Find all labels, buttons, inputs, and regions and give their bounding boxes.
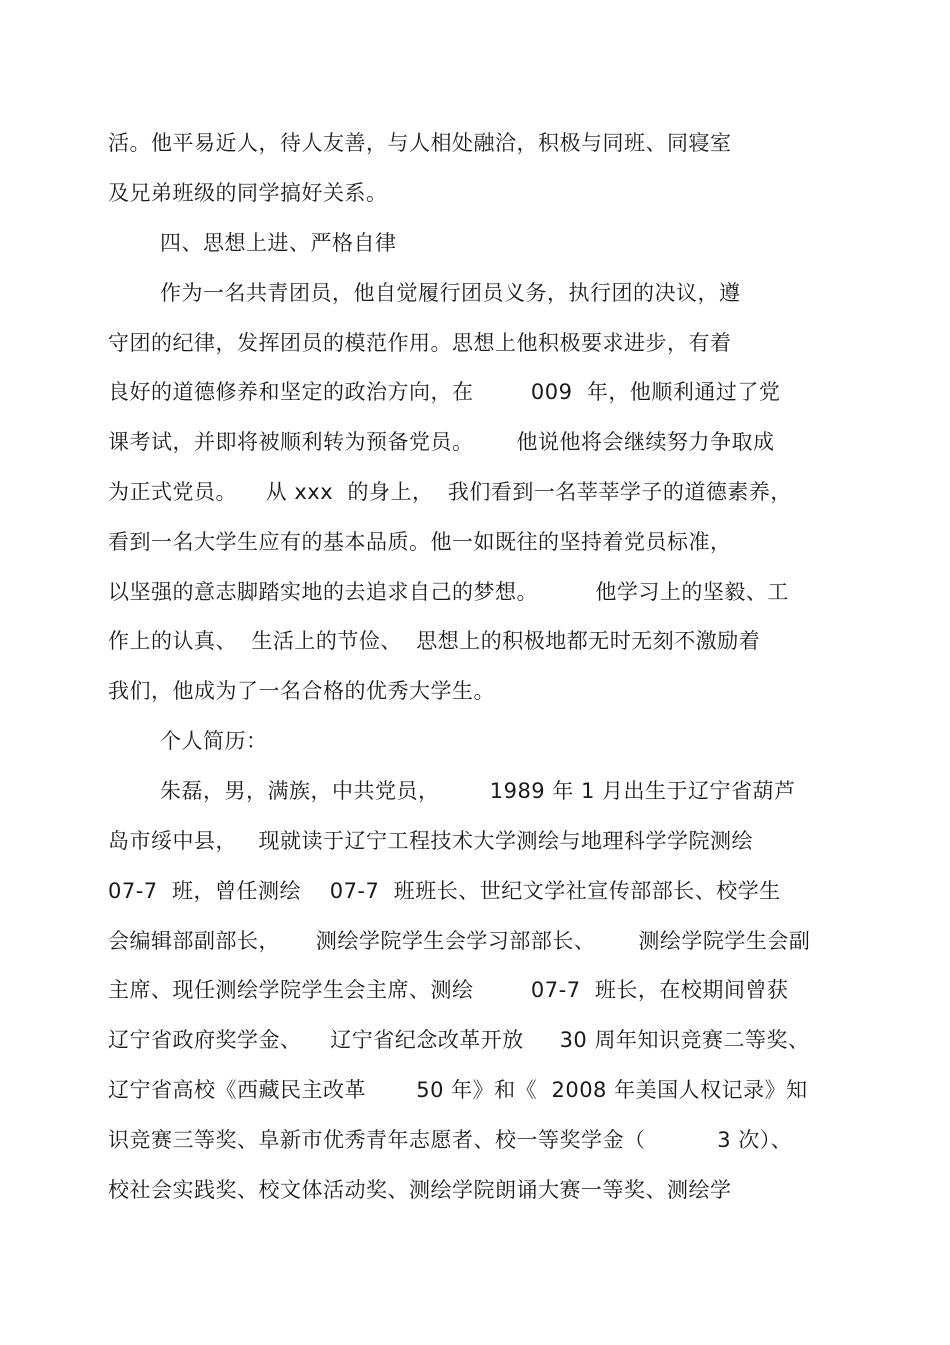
text-line: 07-7 班，曾任测绘 07-7 班班长、世纪文学社宣传部部长、校学生	[108, 879, 781, 903]
text-line: 作上的认真、 生活上的节俭、 思想上的积极地都无时无刻不激励着	[108, 629, 761, 653]
text-line: 良好的道德修养和坚定的政治方向，在 009 年，他顺利通过了党	[108, 380, 781, 404]
text-line: 课考试，并即将被顺利转为预备党员。 他说他将会继续努力争取成	[108, 430, 775, 454]
section-heading: 个人简历：	[160, 729, 268, 753]
text-line: 会编辑部副部长， 测绘学院学生会学习部部长、 测绘学院学生会副	[108, 929, 811, 953]
text-line: 主席、现任测绘学院学生会主席、测绘 07-7 班长，在校期间曾获	[108, 978, 789, 1002]
text-line: 校社会实践奖、校文体活动奖、测绘学院朗诵大赛一等奖、测绘学	[108, 1178, 732, 1202]
text-line: 辽宁省高校《西藏民主改革 50 年》和《 2008 年美国人权记录》知	[108, 1078, 808, 1102]
text-line: 守团的纪律，发挥团员的模范作用。思想上他积极要求进步，有着	[108, 331, 732, 355]
text-line: 识竞赛三等奖、阜新市优秀青年志愿者、校一等奖学金（ 3 次）、	[108, 1128, 793, 1152]
text-line: 及兄弟班级的同学搞好关系。	[108, 181, 388, 205]
section-heading: 四、思想上进、严格自律	[160, 231, 397, 255]
text-line: 看到一名大学生应有的基本品质。他一如既往的坚持着党员标准，	[108, 530, 732, 554]
text-line: 作为一名共青团员，他自觉履行团员义务，执行团的决议，遵	[160, 281, 741, 305]
text-line: 为正式党员。 从 xxx 的身上， 我们看到一名莘莘学子的道德素养，	[108, 480, 792, 504]
text-line: 朱磊，男，满族，中共党员， 1989 年 1 月出生于辽宁省葫芦	[160, 779, 796, 803]
text-line: 我们，他成为了一名合格的优秀大学生。	[108, 679, 495, 703]
text-line: 活。他平易近人，待人友善，与人相处融洽，积极与同班、同寝室	[108, 131, 732, 155]
text-line: 岛市绥中县， 现就读于辽宁工程技术大学测绘与地理科学学院测绘	[108, 829, 754, 853]
text-line: 辽宁省政府奖学金、 辽宁省纪念改革开放 30 周年知识竞赛二等奖、	[108, 1028, 810, 1052]
text-line: 以坚强的意志脚踏实地的去追求自己的梦想。 他学习上的坚毅、工	[108, 580, 789, 604]
